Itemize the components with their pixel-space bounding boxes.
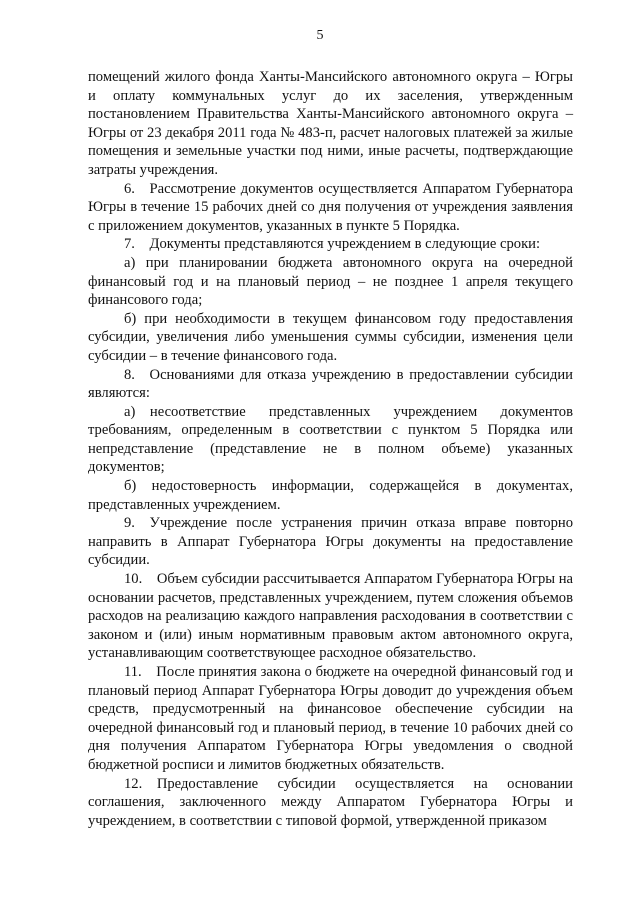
page-number: 5: [316, 28, 324, 43]
paragraph-8a: а) несоответствие представленных учреждением документов требованиям, определенным в соответствии с пунктом 5 Порядка или непредставление (представление не в полном объеме) указанных документов;: [88, 403, 573, 476]
paragraph-10: 10. Объем субсидии рассчитывается Аппаратом Губернатора Югры на основании расчетов, представленных учреждением, путем сложения объемов расходов на реализацию каждого направления расходования в соответствии с законом и (или) иным нормативным правовым актом автономного округа, устанавливающим соответствующее расходное обязательство.: [88, 571, 573, 662]
paragraph-continuation: помещений жилого фонда Ханты-Мансийского автономного округа – Югры и оплату коммунальных услуг до их заселения, утвержденным постановлением Правительства Ханты-Мансийского автономного округа – Югры от 23 декабря 2011 года № 483-п, расчет налоговых платежей за жилые помещения и земельные участки под ними, иные расчеты, подтверждающие затраты учреждения.: [88, 69, 573, 178]
paragraph-6: 6. Рассмотрение документов осуществляется Аппаратом Губернатора Югры в течение 15 рабочих дней со дня получения от учреждения заявления с приложением документов, указанных в пункте 5 Порядка.: [88, 180, 573, 234]
paragraph-9: 9. Учреждение после устранения причин отказа вправе повторно направить в Аппарат Губернатора Югры документы на предоставление субсидии.: [88, 515, 573, 569]
paragraph-12: 12. Предоставление субсидии осуществляется на основании соглашения, заключенного между Аппаратом Губернатора Югры и учреждением, в соответствии с типовой формой, утвержденной приказом: [88, 775, 573, 829]
paragraph-11: 11. После принятия закона о бюджете на очередной финансовый год и плановый период Аппарат Губернатора Югры доводит до учреждения объем средств, предусмотренный на финансовое обеспечение субсидии на очередной финансовый год и плановый период, в течение 10 рабочих дней со дня получения Аппаратом Губернатора Югры уведомления о сводной бюджетной росписи и лимитов бюджетных обязательств.: [88, 664, 573, 773]
paragraph-8b: б) недостоверность информации, содержащейся в документах, представленных учреждением.: [88, 478, 573, 513]
paragraph-7b: б) при необходимости в текущем финансовом году предоставления субсидии, увеличения либо уменьшения суммы субсидии, изменения цели субсидии – в течение финансового года.: [88, 310, 573, 364]
paragraph-8: 8. Основаниями для отказа учреждению в предоставлении субсидии являются:: [88, 366, 573, 402]
document-body: [88, 68, 573, 830]
paragraph-7: 7. Документы представляются учреждением в следующие сроки:: [124, 236, 541, 253]
paragraph-7a: а) при планировании бюджета автономного округа на очередной финансовый год и на плановый период – не позднее 1 апреля текущего финансового года;: [88, 254, 573, 309]
